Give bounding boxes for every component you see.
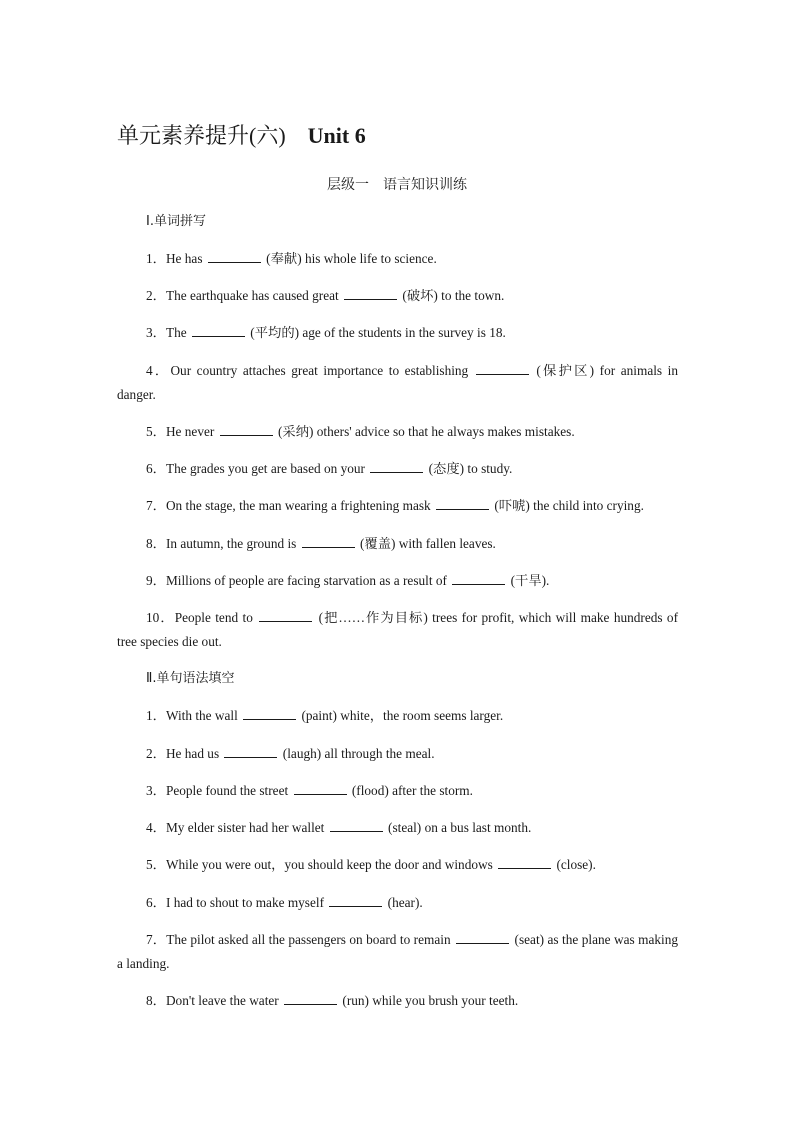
item-hint: (run) while you brush your teeth. <box>342 993 519 1008</box>
grammar-item-4 <box>117 816 678 840</box>
item-text: With the wall <box>165 708 238 723</box>
item-hint: (采纳) others' advice so that he always makes mistakes. <box>277 424 575 439</box>
answer-blank[interactable] <box>192 324 245 337</box>
answer-blank[interactable] <box>220 423 273 436</box>
answer-blank[interactable] <box>476 362 529 375</box>
answer-blank[interactable] <box>452 572 505 585</box>
item-number: 5． <box>146 424 166 439</box>
answer-blank[interactable] <box>224 745 277 758</box>
spelling-item-8 <box>117 532 678 556</box>
item-hint: (保护区) for animals in danger. <box>117 363 679 402</box>
answer-blank[interactable] <box>208 250 261 263</box>
item-hint: (steal) on a bus last month. <box>388 820 532 835</box>
item-number: 4． <box>146 363 171 378</box>
unit-label: Unit 6 <box>307 123 366 148</box>
answer-blank[interactable] <box>456 931 509 944</box>
item-hint: (把……作为目标) trees for profit, which will make hundreds of tree species die out. <box>117 610 679 649</box>
spelling-item-4 <box>117 359 678 407</box>
item-text: The earthquake has caused great <box>165 288 339 303</box>
item-number: 3． <box>146 325 166 340</box>
item-number: 7． <box>146 932 167 947</box>
item-hint: (平均的) age of the students in the survey is 18. <box>250 325 506 340</box>
section-heading-grammar: Ⅱ.单句语法填空 <box>146 671 235 686</box>
answer-blank[interactable] <box>344 287 397 300</box>
item-number: 2． <box>146 746 166 761</box>
spelling-item-1 <box>117 247 678 271</box>
grammar-item-1 <box>117 704 678 728</box>
item-text: In autumn, the ground is <box>165 536 297 551</box>
item-text: He had us <box>165 746 220 761</box>
item-hint: (吓唬) the child into crying. <box>494 498 644 513</box>
item-text: People found the street <box>165 783 289 798</box>
answer-blank[interactable] <box>436 497 489 510</box>
item-number: 1． <box>146 251 166 266</box>
item-number: 1． <box>146 708 166 723</box>
item-hint: (覆盖) with fallen leaves. <box>359 536 496 551</box>
item-number: 5． <box>146 857 166 872</box>
page-title <box>117 122 366 150</box>
item-number: 8． <box>146 536 166 551</box>
item-text: While you were out，you should keep the door and windows <box>165 857 493 872</box>
answer-blank[interactable] <box>329 894 382 907</box>
item-hint: (奉献) his whole life to science. <box>266 251 437 266</box>
answer-blank[interactable] <box>294 782 347 795</box>
answer-blank[interactable] <box>284 992 337 1005</box>
item-number: 10． <box>146 610 175 625</box>
section-heading-spelling: Ⅰ.单词拼写 <box>146 214 206 229</box>
item-hint: (hear). <box>387 895 423 910</box>
item-number: 6． <box>146 895 166 910</box>
level-heading: 层级一 语言知识训练 <box>327 177 467 193</box>
item-hint: (close). <box>556 857 596 872</box>
item-text: My elder sister had her wallet <box>165 820 325 835</box>
answer-blank[interactable] <box>330 819 383 832</box>
spelling-item-6 <box>117 457 678 481</box>
item-number: 6． <box>146 461 166 476</box>
item-text: People tend to <box>174 610 253 625</box>
item-hint: (seat) as the plane was making a landing. <box>117 932 679 971</box>
item-hint: (flood) after the storm. <box>351 783 473 798</box>
item-text: Our country attaches great importance to establishing <box>170 363 469 378</box>
answer-blank[interactable] <box>259 609 312 622</box>
grammar-item-7 <box>117 928 678 976</box>
spelling-item-2 <box>117 284 678 308</box>
item-text: The grades you get are based on your <box>165 461 365 476</box>
item-text: The pilot asked all the passengers on board to remain <box>166 932 451 947</box>
item-text: Millions of people are facing starvation as a result of <box>165 573 447 588</box>
grammar-item-8 <box>117 989 678 1013</box>
title-text: 单元素养提升(六) <box>117 123 286 148</box>
item-text: On the stage, the man wearing a frightening mask <box>165 498 431 513</box>
spelling-item-9 <box>117 569 678 593</box>
item-number: 9． <box>146 573 166 588</box>
item-text: The <box>165 325 187 340</box>
item-hint: (paint) white，the room seems larger. <box>301 708 504 723</box>
item-number: 4． <box>146 820 166 835</box>
item-number: 7． <box>146 498 166 513</box>
answer-blank[interactable] <box>302 535 355 548</box>
item-hint: (态度) to study. <box>428 461 513 476</box>
item-text: He never <box>165 424 215 439</box>
grammar-item-5 <box>117 853 678 877</box>
spelling-item-7 <box>117 494 678 518</box>
answer-blank[interactable] <box>370 460 423 473</box>
item-number: 3． <box>146 783 166 798</box>
grammar-item-6 <box>117 891 678 915</box>
item-hint: (laugh) all through the meal. <box>282 746 435 761</box>
grammar-item-2 <box>117 742 678 766</box>
item-text: I had to shout to make myself <box>165 895 325 910</box>
item-number: 8． <box>146 993 166 1008</box>
spelling-item-3 <box>117 321 678 345</box>
item-text: He has <box>165 251 203 266</box>
item-hint: (破坏) to the town. <box>402 288 505 303</box>
item-number: 2． <box>146 288 166 303</box>
item-text: Don't leave the water <box>165 993 279 1008</box>
grammar-item-3 <box>117 779 678 803</box>
item-hint: (干旱). <box>510 573 550 588</box>
answer-blank[interactable] <box>498 856 551 869</box>
spelling-item-10 <box>117 606 678 654</box>
answer-blank[interactable] <box>243 707 296 720</box>
spelling-item-5 <box>117 420 678 444</box>
